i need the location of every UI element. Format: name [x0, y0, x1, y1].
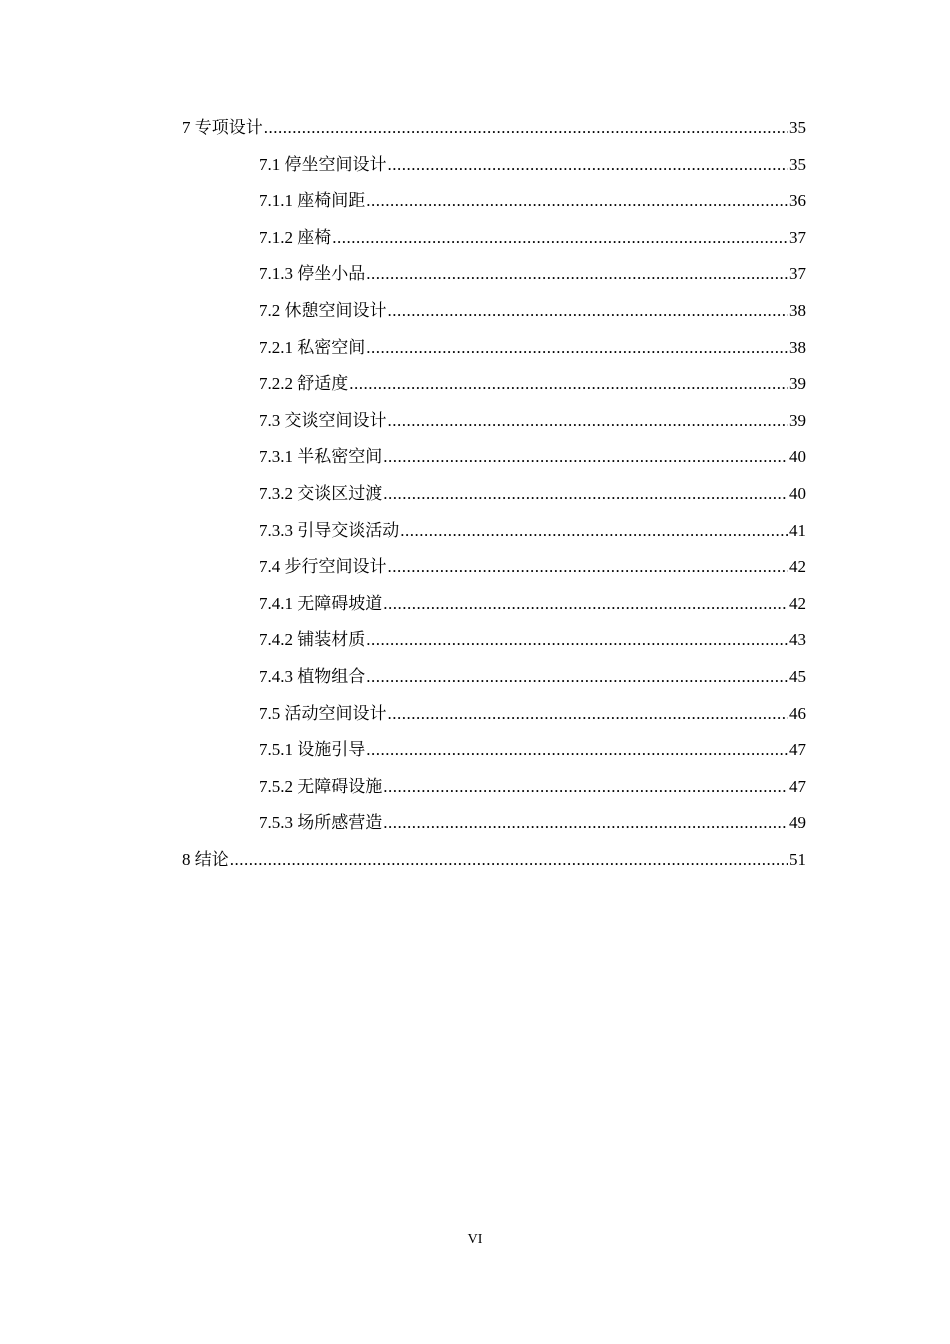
toc-dot-leader — [383, 809, 788, 837]
toc-entry-title: 7.5.2 无障碍设施 — [259, 776, 383, 796]
toc-entry-7-1-2[interactable] — [182, 224, 806, 261]
toc-entry-7-4[interactable] — [182, 553, 806, 590]
toc-entry-title: 7.4.3 植物组合 — [259, 666, 366, 686]
toc-entry-title: 7.5 活动空间设计 — [259, 703, 387, 723]
toc-entry-title: 7.3.1 半私密空间 — [259, 447, 383, 467]
toc-entry-7-1-3[interactable] — [182, 260, 806, 297]
toc-entry-page: 45 — [789, 666, 806, 686]
toc-entry-page: 37 — [789, 227, 806, 247]
toc-entry-7-3-3[interactable] — [182, 517, 806, 554]
toc-dot-leader — [366, 334, 788, 362]
toc-entry-title: 7.3.2 交谈区过渡 — [259, 483, 383, 503]
toc-dot-leader — [366, 626, 788, 654]
toc-entry-7-1-1[interactable] — [182, 187, 806, 224]
toc-dot-leader — [332, 224, 788, 252]
toc-entry-page: 46 — [789, 703, 806, 723]
toc-entry-page: 39 — [789, 374, 806, 394]
toc-dot-leader — [388, 297, 789, 325]
toc-entry-title: 7 专项设计 — [182, 118, 263, 137]
toc-entry-page: 36 — [789, 191, 806, 211]
toc-entry-page: 38 — [789, 300, 806, 320]
toc-entry-title: 7.1.3 停坐小品 — [259, 264, 366, 284]
toc-dot-leader — [383, 590, 788, 618]
toc-dot-leader — [388, 151, 789, 179]
toc-entry-page: 47 — [789, 740, 806, 760]
toc-entry-page: 40 — [789, 447, 806, 467]
toc-entry-title: 7.1.2 座椅 — [259, 227, 332, 247]
page-number: VI — [467, 1232, 483, 1247]
toc-entry-7-5-3[interactable] — [182, 809, 806, 846]
toc-dot-leader — [388, 700, 789, 728]
toc-dot-leader — [400, 517, 788, 545]
toc-entry-title: 7.5.3 场所感营造 — [259, 813, 383, 833]
toc-entry-page: 42 — [789, 593, 806, 613]
toc-dot-leader — [366, 736, 788, 764]
toc-entry-7-3-2[interactable] — [182, 480, 806, 517]
toc-entry-page: 35 — [789, 154, 806, 174]
toc-entry-page: 38 — [789, 337, 806, 357]
toc-dot-leader — [383, 773, 788, 801]
toc-entry-title: 8 结论 — [182, 849, 229, 869]
toc-entry-title: 7.2 休憩空间设计 — [259, 300, 387, 320]
toc-dot-leader — [349, 370, 788, 398]
toc-entry-title: 7.1.1 座椅间距 — [259, 191, 366, 211]
toc-entry-7-5-2[interactable] — [182, 773, 806, 810]
toc-entry-title: 7.2.1 私密空间 — [259, 337, 366, 357]
toc-dot-leader — [366, 260, 788, 288]
toc-dot-leader — [388, 407, 789, 435]
toc-entry-7-4-1[interactable] — [182, 590, 806, 627]
toc-entry-title: 7.3 交谈空间设计 — [259, 410, 387, 430]
toc-entry-page: 47 — [789, 776, 806, 796]
toc-entry-title: 7.5.1 设施引导 — [259, 740, 366, 760]
toc-entry-title: 7.2.2 舒适度 — [259, 374, 349, 394]
toc-entry-page: 40 — [789, 483, 806, 503]
toc-entry-7-1[interactable] — [182, 151, 806, 188]
toc-entry-7-2-1[interactable] — [182, 334, 806, 371]
toc-entry-page: 39 — [789, 410, 806, 430]
toc-dot-leader — [230, 846, 788, 874]
toc-entry-page: 37 — [789, 264, 806, 284]
toc-entry-7-2-2[interactable] — [182, 370, 806, 407]
toc-dot-leader — [366, 187, 788, 215]
toc-entry-page: 49 — [789, 813, 806, 833]
toc-entry-chapter-8[interactable] — [182, 846, 806, 883]
toc-entry-7-5-1[interactable] — [182, 736, 806, 773]
toc-entry-7-3[interactable] — [182, 407, 806, 444]
toc-dot-leader — [383, 480, 788, 508]
toc-dot-leader — [264, 114, 788, 142]
toc-entry-page: 43 — [789, 630, 806, 650]
toc-dot-leader — [383, 443, 788, 471]
toc-entry-chapter-7[interactable] — [182, 114, 806, 151]
table-of-contents — [182, 114, 806, 882]
toc-entry-title: 7.1 停坐空间设计 — [259, 154, 387, 174]
toc-entry-7-4-3[interactable] — [182, 663, 806, 700]
toc-entry-page: 41 — [789, 520, 806, 540]
toc-dot-leader — [366, 663, 788, 691]
toc-dot-leader — [388, 553, 789, 581]
toc-entry-title: 7.3.3 引导交谈活动 — [259, 520, 400, 540]
toc-entry-7-4-2[interactable] — [182, 626, 806, 663]
toc-entry-page: 51 — [789, 849, 806, 869]
toc-entry-7-3-1[interactable] — [182, 443, 806, 480]
toc-entry-title: 7.4 步行空间设计 — [259, 557, 387, 577]
toc-entry-title: 7.4.1 无障碍坡道 — [259, 593, 383, 613]
toc-entry-7-2[interactable] — [182, 297, 806, 334]
toc-entry-page: 42 — [789, 557, 806, 577]
toc-entry-title: 7.4.2 铺装材质 — [259, 630, 366, 650]
toc-entry-7-5[interactable] — [182, 700, 806, 737]
toc-entry-page: 35 — [789, 118, 806, 137]
